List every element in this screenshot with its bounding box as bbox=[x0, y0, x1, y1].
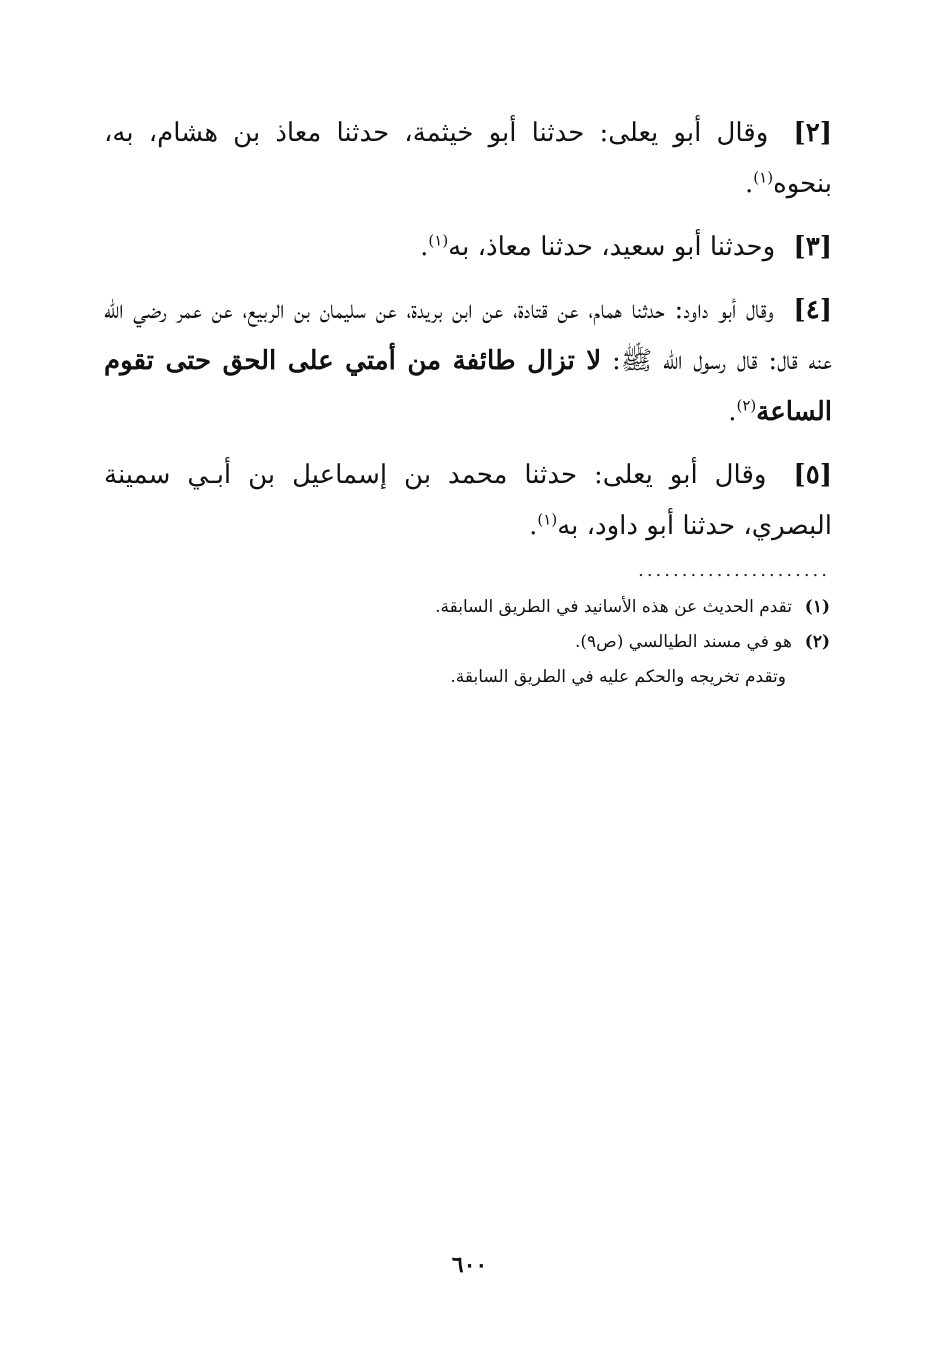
paragraph-3 bbox=[104, 222, 832, 273]
paragraph-2 bbox=[104, 108, 832, 210]
footnote-ref[interactable]: (٢) bbox=[736, 396, 757, 415]
footnote-ref[interactable]: (١) bbox=[753, 168, 774, 187]
paragraph-end: . bbox=[745, 169, 754, 199]
paragraph-text: وقال أبو يعلى: حدثنا محمد بن إسماعيل بن أبـي سمينة البصري، حدثنا أبو داود، به bbox=[104, 460, 832, 541]
footnote-2 bbox=[300, 625, 830, 660]
footnote-text: وتقدم تخريجه والحكم عليه في الطريق السابقة. bbox=[450, 667, 786, 687]
footnote-2-continuation bbox=[300, 660, 830, 695]
paragraph-end: . bbox=[728, 397, 737, 427]
footnote-number: (١) bbox=[804, 597, 830, 617]
hadith-text: لا تزال طائفة من أمتي على الحق حتى تقوم الساعة bbox=[104, 346, 832, 427]
paragraph-end: . bbox=[420, 232, 429, 262]
paragraph-number: [٤] bbox=[793, 295, 833, 325]
footnote-text: تقدم الحديث عن هذه الأسانيد في الطريق السابقة. bbox=[435, 597, 792, 617]
footnote-separator: ...................... bbox=[638, 560, 830, 581]
paragraph-number: [٥] bbox=[793, 460, 832, 490]
page-number: ٦٠٠ bbox=[451, 1252, 488, 1278]
paragraph-text: وقال أبو يعلى: حدثنا أبو خيثمة، حدثنا معاذ بن هشام، به، بنحوه bbox=[104, 118, 832, 199]
footnotes bbox=[300, 590, 830, 695]
paragraph-end: . bbox=[529, 511, 538, 541]
paragraph-4 bbox=[104, 285, 832, 438]
paragraph-text: وحدثنا أبو سعيد، حدثنا معاذ، به bbox=[448, 232, 776, 262]
footnote-number: (٢) bbox=[804, 632, 830, 652]
paragraph-number: [٣] bbox=[793, 232, 832, 262]
footnote-ref[interactable]: (١) bbox=[428, 231, 449, 250]
main-text bbox=[104, 108, 832, 564]
paragraph-text: وقال أبو داود: حدثنا همام، عن قتادة، عن ابن بريدة، عن سليمان بن الربيع، عن عمر رضي الله عنه قال: قال رسول الله ﷺ: bbox=[104, 295, 833, 376]
paragraph-5 bbox=[104, 450, 832, 552]
footnote-ref[interactable]: (١) bbox=[537, 510, 558, 529]
footnote-text: هو في مسند الطيالسي (ص٩). bbox=[574, 632, 792, 652]
paragraph-number: [٢] bbox=[793, 118, 833, 148]
footnote-1 bbox=[300, 590, 830, 625]
